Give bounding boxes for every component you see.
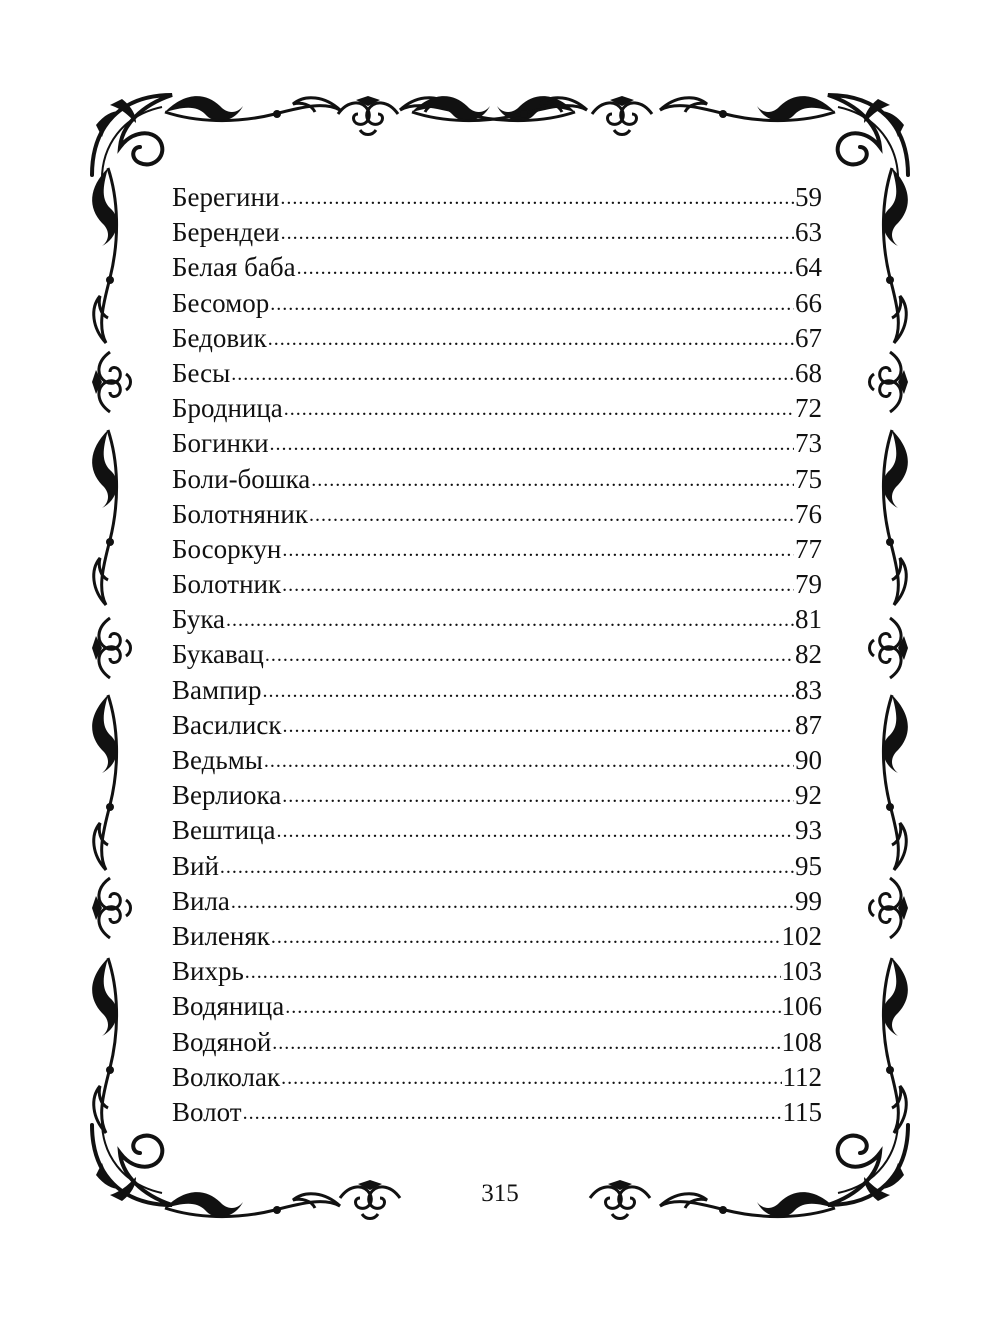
page-number: 315 <box>481 1180 519 1207</box>
toc-entry <box>172 673 822 708</box>
toc-entry <box>172 813 822 848</box>
toc-entry-page: 67 <box>795 322 822 353</box>
toc-entry-page: 79 <box>795 569 822 600</box>
toc-entry <box>172 637 822 672</box>
toc-entry <box>172 954 822 989</box>
toc-entry-title: Бедовик <box>172 322 267 353</box>
toc-entry-title: Боли-бошка <box>172 463 311 494</box>
toc-entry-page: 75 <box>795 463 822 494</box>
toc-entry-page: 82 <box>795 639 822 670</box>
toc-dot-leader <box>282 709 794 744</box>
toc-entry <box>172 884 822 919</box>
toc-entry-page: 73 <box>795 428 822 459</box>
toc-dot-leader <box>226 603 794 638</box>
toc-dot-leader <box>231 885 794 920</box>
toc-entry-title: Болотник <box>172 569 282 600</box>
toc-dot-leader <box>282 779 794 814</box>
toc-entry-title: Букавац <box>172 639 264 670</box>
toc-dot-leader <box>272 1026 780 1061</box>
toc-dot-leader <box>243 1096 782 1131</box>
toc-entry-title: Бродница <box>172 393 283 424</box>
toc-dot-leader <box>270 287 794 322</box>
toc-dot-leader <box>297 251 794 286</box>
toc-entry <box>172 356 822 391</box>
toc-entry <box>172 708 822 743</box>
toc-entry-title: Водяной <box>172 1026 272 1057</box>
toc-entry-page: 83 <box>795 674 822 705</box>
toc-entry-title: Болотняник <box>172 498 308 529</box>
toc-entry <box>172 1025 822 1060</box>
toc-entry-title: Волот <box>172 1096 242 1127</box>
toc-entry-page: 87 <box>795 709 822 740</box>
toc-entry-page: 112 <box>782 1061 822 1092</box>
toc-dot-leader <box>265 638 794 673</box>
toc-entry-title: Водяница <box>172 991 285 1022</box>
toc-entry-title: Бесомор <box>172 287 270 318</box>
toc-dot-leader <box>270 427 794 462</box>
toc-entry <box>172 286 822 321</box>
toc-entry-page: 63 <box>795 217 822 248</box>
toc-entry <box>172 215 822 250</box>
toc-entry-page: 77 <box>795 533 822 564</box>
toc-entry-page: 72 <box>795 393 822 424</box>
toc-entry-title: Вештица <box>172 815 276 846</box>
toc-entry <box>172 321 822 356</box>
toc-dot-leader <box>285 990 780 1025</box>
toc-entry-page: 90 <box>795 745 822 775</box>
toc-entry-title: Белая баба <box>172 252 296 283</box>
toc-entry <box>172 989 822 1024</box>
toc-entry-title: Вихрь <box>172 956 244 987</box>
toc-entry-page: 106 <box>781 991 822 1022</box>
toc-dot-leader <box>281 1061 781 1096</box>
toc-entry-title: Ведьмы <box>172 745 263 775</box>
toc-entry-title: Василиск <box>172 709 282 740</box>
toc-entry-title: Вила <box>172 885 230 916</box>
toc-entry-page: 92 <box>795 780 822 811</box>
toc-dot-leader <box>231 357 794 392</box>
toc-dot-leader <box>245 955 781 990</box>
toc-entry <box>172 391 822 426</box>
toc-entry <box>172 250 822 285</box>
toc-entry <box>172 426 822 461</box>
toc-entry-title: Босоркун <box>172 533 282 564</box>
toc-entry-title: Берендеи <box>172 217 280 248</box>
toc-dot-leader <box>281 216 794 251</box>
toc-entry-page: 68 <box>795 357 822 388</box>
toc-entry <box>172 180 822 215</box>
toc-entry-page: 66 <box>795 287 822 318</box>
toc-entry-page: 95 <box>795 850 822 881</box>
toc-entry <box>172 919 822 954</box>
toc-dot-leader <box>262 674 794 709</box>
toc-entry-title: Волколак <box>172 1061 281 1092</box>
toc-dot-leader <box>284 392 794 427</box>
toc-entry-title: Богинки <box>172 428 269 459</box>
toc-entry <box>172 743 822 778</box>
table-of-contents <box>172 180 822 1130</box>
toc-entry-page: 81 <box>795 604 822 635</box>
toc-entry <box>172 462 822 497</box>
toc-entry <box>172 602 822 637</box>
toc-entry <box>172 532 822 567</box>
toc-entry-title: Вампир <box>172 674 262 705</box>
toc-entry-page: 115 <box>782 1096 822 1127</box>
toc-entry-page: 76 <box>795 498 822 529</box>
toc-entry <box>172 849 822 884</box>
toc-entry-page: 108 <box>781 1026 822 1057</box>
toc-entry-page: 102 <box>781 920 822 951</box>
toc-dot-leader <box>220 850 794 885</box>
toc-entry <box>172 1060 822 1095</box>
toc-entry-title: Бесы <box>172 357 231 388</box>
toc-entry-title: Берегини <box>172 182 280 212</box>
toc-dot-leader <box>309 498 794 533</box>
toc-entry-page: 103 <box>781 956 822 987</box>
toc-entry <box>172 778 822 813</box>
toc-dot-leader <box>282 533 794 568</box>
toc-dot-leader <box>271 920 781 955</box>
toc-dot-leader <box>268 322 794 357</box>
toc-entry-page: 93 <box>795 815 822 846</box>
toc-entry <box>172 567 822 602</box>
toc-dot-leader <box>311 463 794 498</box>
toc-entry-title: Виленяк <box>172 920 270 951</box>
toc-entry-title: Бука <box>172 604 226 635</box>
toc-entry <box>172 497 822 532</box>
toc-entry-title: Верлиока <box>172 780 282 811</box>
toc-entry-page: 99 <box>795 885 822 916</box>
toc-dot-leader <box>282 568 794 603</box>
toc-entry <box>172 1095 822 1130</box>
toc-dot-leader <box>280 181 794 216</box>
toc-dot-leader <box>276 814 794 849</box>
toc-entry-title: Вий <box>172 850 219 881</box>
toc-dot-leader <box>264 744 794 779</box>
toc-entry-page: 64 <box>795 252 822 283</box>
toc-entry-page: 59 <box>795 182 822 212</box>
